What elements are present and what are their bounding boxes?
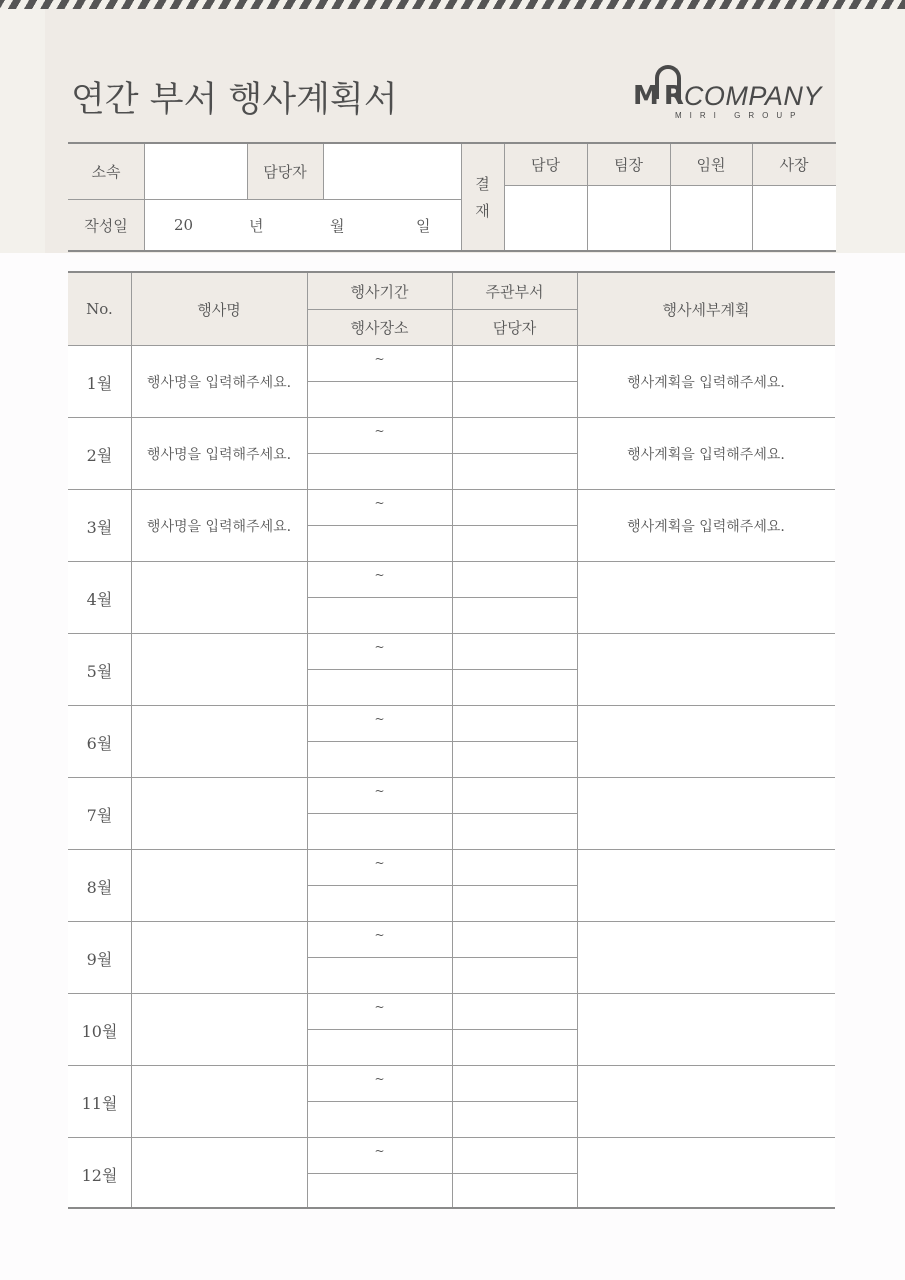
event-period-field[interactable]: ~ [374, 424, 385, 438]
divider [307, 597, 577, 598]
event-place-field[interactable] [307, 598, 452, 634]
divider [577, 273, 578, 1207]
event-place-field[interactable] [307, 742, 452, 778]
divider [307, 813, 577, 814]
month-cell: 10월 [81, 1021, 118, 1041]
divider [307, 1101, 577, 1102]
month-cell: 1월 [86, 373, 113, 393]
date-label: 작성일 [68, 200, 144, 250]
divider [307, 669, 577, 670]
event-period-field[interactable]: ~ [374, 568, 385, 582]
person-in-charge-field[interactable] [452, 1102, 577, 1138]
date-year-prefix: 20 [174, 216, 194, 234]
event-period-field[interactable]: ~ [374, 352, 385, 366]
person-in-charge-field[interactable] [452, 526, 577, 562]
host-dept-field[interactable] [452, 706, 577, 742]
detail-plan-field[interactable]: 행사계획을 입력해주세요. [627, 447, 785, 463]
approval-header-president: 사장 [752, 144, 836, 185]
info-table [68, 142, 836, 252]
event-period-field[interactable]: ~ [374, 1144, 385, 1158]
manager-label: 담당자 [247, 144, 323, 199]
host-dept-field[interactable] [452, 346, 577, 382]
affiliation-field[interactable] [144, 144, 247, 199]
month-cell: 3월 [86, 517, 113, 537]
person-in-charge-field[interactable] [452, 382, 577, 418]
event-name-field[interactable]: 행사명을 입력해주세요. [146, 519, 292, 535]
month-cell: 7월 [86, 805, 113, 825]
divider [307, 309, 577, 310]
event-period-field[interactable]: ~ [374, 640, 385, 654]
detail-plan-field[interactable]: 행사계획을 입력해주세요. [627, 519, 785, 535]
date-day-unit: 일 [416, 216, 431, 235]
event-period-field[interactable]: ~ [374, 1072, 385, 1086]
person-in-charge-field[interactable] [452, 742, 577, 778]
date-year-unit: 년 [249, 216, 264, 235]
event-name-field[interactable] [131, 706, 307, 778]
date-month-unit: 월 [330, 216, 345, 235]
event-place-field[interactable] [307, 454, 452, 490]
divider [307, 381, 577, 382]
approval-sign-team-lead[interactable] [587, 186, 670, 250]
host-dept-field[interactable] [452, 490, 577, 526]
approval-sign-executive[interactable] [670, 186, 752, 250]
detail-plan-field[interactable] [577, 1066, 835, 1138]
detail-plan-field[interactable]: 행사계획을 입력해주세요. [627, 375, 785, 391]
detail-plan-field[interactable] [577, 922, 835, 994]
divider [307, 453, 577, 454]
month-cell: 8월 [86, 877, 113, 897]
divider [307, 273, 308, 1207]
event-name-field[interactable] [131, 994, 307, 1066]
divider [307, 1173, 577, 1174]
event-plan-table [68, 271, 835, 1209]
approval-sign-president[interactable] [752, 186, 836, 250]
event-name-field[interactable] [131, 562, 307, 634]
person-in-charge-field[interactable] [452, 886, 577, 922]
divider [752, 144, 753, 250]
detail-plan-field[interactable] [577, 634, 835, 706]
host-dept-field[interactable] [452, 1066, 577, 1102]
affiliation-label: 소속 [68, 144, 144, 199]
detail-plan-field[interactable] [577, 706, 835, 778]
person-in-charge-field[interactable] [452, 598, 577, 634]
event-name-field[interactable] [131, 1138, 307, 1210]
logo-mark: M R [633, 81, 683, 111]
approval-header-executive: 임원 [670, 144, 752, 185]
manager-field[interactable] [323, 144, 461, 199]
header-host-dept: 주관부서 [452, 273, 577, 309]
host-dept-field[interactable] [452, 1138, 577, 1174]
event-period-field[interactable]: ~ [374, 856, 385, 870]
event-place-field[interactable] [307, 886, 452, 922]
detail-plan-field[interactable] [577, 994, 835, 1066]
event-period-field[interactable]: ~ [374, 496, 385, 510]
divider [670, 144, 671, 250]
month-cell: 5월 [86, 661, 113, 681]
detail-plan-field[interactable] [577, 778, 835, 850]
approval-sign-staff[interactable] [504, 186, 587, 250]
divider [131, 273, 132, 1207]
event-period-field[interactable]: ~ [374, 784, 385, 798]
logo-arch-icon [655, 65, 681, 99]
divider [461, 144, 462, 250]
event-period-field[interactable]: ~ [374, 928, 385, 942]
host-dept-field[interactable] [452, 418, 577, 454]
divider [307, 1029, 577, 1030]
detail-plan-field[interactable] [577, 850, 835, 922]
month-cell: 2월 [86, 445, 113, 465]
month-cell: 6월 [86, 733, 113, 753]
divider [307, 741, 577, 742]
divider [587, 144, 588, 250]
event-name-field[interactable]: 행사명을 입력해주세요. [146, 447, 292, 463]
approval-header-staff: 담당 [504, 144, 587, 185]
person-in-charge-field[interactable] [452, 814, 577, 850]
approval-label: 결 재 [461, 144, 504, 250]
month-cell: 4월 [86, 589, 113, 609]
event-place-field[interactable] [307, 670, 452, 706]
month-cell: 9월 [86, 949, 113, 969]
divider [307, 885, 577, 886]
person-in-charge-field[interactable] [452, 670, 577, 706]
decorative-stripe-border [0, 0, 905, 9]
divider [504, 144, 505, 250]
event-place-field[interactable] [307, 1102, 452, 1138]
logo-subtitle: MIRI GROUP [675, 111, 804, 120]
date-field[interactable] [144, 200, 461, 250]
month-cell: 11월 [81, 1093, 118, 1113]
header-no: No. [68, 273, 131, 345]
event-name-field[interactable] [131, 778, 307, 850]
logo-name: COMPANY [683, 81, 822, 111]
header-event-name: 행사명 [131, 273, 307, 345]
event-place-field[interactable] [307, 958, 452, 994]
divider [247, 144, 248, 199]
header-detail-plan: 행사세부계획 [577, 273, 835, 345]
person-in-charge-field[interactable] [452, 1174, 577, 1210]
event-name-field[interactable] [131, 922, 307, 994]
event-name-field[interactable] [131, 1066, 307, 1138]
event-place-field[interactable] [307, 814, 452, 850]
event-place-field[interactable] [307, 1030, 452, 1066]
event-period-field[interactable]: ~ [374, 1000, 385, 1014]
event-name-field[interactable] [131, 634, 307, 706]
header-event-place: 행사장소 [307, 309, 452, 345]
person-in-charge-field[interactable] [452, 958, 577, 994]
host-dept-field[interactable] [452, 562, 577, 598]
divider [452, 273, 453, 1207]
divider [323, 144, 324, 199]
approval-header-team-lead: 팀장 [587, 144, 670, 185]
host-dept-field[interactable] [452, 634, 577, 670]
divider [307, 525, 577, 526]
host-dept-field[interactable] [452, 922, 577, 958]
host-dept-field[interactable] [452, 994, 577, 1030]
divider [144, 144, 145, 250]
month-cell: 12월 [81, 1165, 118, 1185]
divider [307, 957, 577, 958]
header-person-in-charge: 담당자 [452, 309, 577, 345]
company-logo [633, 71, 838, 123]
person-in-charge-field[interactable] [452, 454, 577, 490]
event-place-field[interactable] [307, 526, 452, 562]
event-name-field[interactable]: 행사명을 입력해주세요. [146, 375, 292, 391]
host-dept-field[interactable] [452, 850, 577, 886]
divider [68, 199, 461, 200]
event-place-field[interactable] [307, 1174, 452, 1210]
event-place-field[interactable] [307, 382, 452, 418]
header-event-period: 행사기간 [307, 273, 452, 309]
detail-plan-field[interactable] [577, 1138, 835, 1210]
event-name-field[interactable] [131, 850, 307, 922]
event-period-field[interactable]: ~ [374, 712, 385, 726]
detail-plan-field[interactable] [577, 562, 835, 634]
page-title: 연간 부서 행사계획서 [71, 80, 398, 120]
person-in-charge-field[interactable] [452, 1030, 577, 1066]
host-dept-field[interactable] [452, 778, 577, 814]
